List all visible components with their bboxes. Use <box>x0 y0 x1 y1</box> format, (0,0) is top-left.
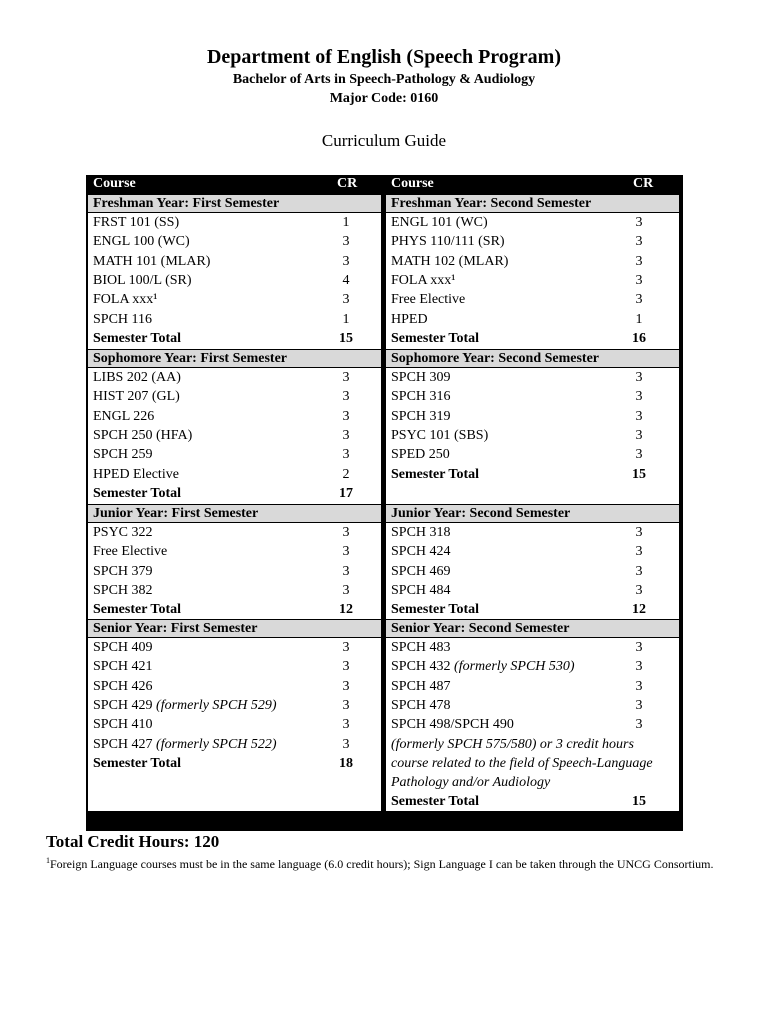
course-note: (formerly SPCH 529) <box>156 697 277 713</box>
semester-total-row <box>88 755 381 774</box>
course-row <box>386 582 679 601</box>
semester-title: Sophomore Year: Second Semester <box>391 351 600 366</box>
course-name <box>93 564 153 580</box>
course-code: SPCH 379 <box>93 563 153 579</box>
course-code: ENGL 226 <box>93 408 155 424</box>
semester-title: Senior Year: Second Semester <box>391 621 570 636</box>
course-credits: 3 <box>342 370 350 385</box>
semester-total-row <box>386 330 679 349</box>
semester-heading <box>88 619 381 638</box>
course-row <box>386 543 679 562</box>
course-row <box>88 639 381 658</box>
course-credits: 3 <box>635 659 643 675</box>
course-name <box>391 679 451 695</box>
course-code: SPCH 426 <box>93 678 153 694</box>
course-code: SPCH 483 <box>391 640 451 655</box>
course-credits: 3 <box>635 544 643 560</box>
course-name <box>391 312 428 328</box>
curriculum-table <box>86 175 683 831</box>
course-credits: 3 <box>635 408 643 424</box>
course-row <box>88 214 381 233</box>
semester-total-value: 18 <box>339 755 353 771</box>
elective-note-line: Pathology and/or Audiology <box>391 775 551 791</box>
semester-total-value: 15 <box>632 466 646 482</box>
course-name <box>391 583 451 599</box>
right-column <box>386 175 679 811</box>
course-name <box>391 409 451 425</box>
course-name <box>391 215 488 231</box>
course-name <box>391 447 450 463</box>
semester-title: Freshman Year: First Semester <box>93 196 280 211</box>
course-name <box>391 525 451 541</box>
course-credits: 4 <box>342 272 350 288</box>
course-name <box>93 698 277 714</box>
course-name <box>391 659 575 675</box>
course-row <box>386 427 679 446</box>
course-credits: 3 <box>342 659 350 675</box>
course-code: FOLA xxx¹ <box>93 292 158 308</box>
course-credits: 3 <box>635 427 643 443</box>
course-row <box>386 678 679 697</box>
course-name <box>391 292 465 308</box>
course-code: SPCH 309 <box>391 370 451 385</box>
course-note: (formerly SPCH 522) <box>156 736 277 752</box>
course-credits: 3 <box>342 389 350 405</box>
course-name <box>93 659 153 675</box>
course-credits: 3 <box>342 234 350 250</box>
table-bottom-bar <box>86 813 683 831</box>
course-row <box>386 658 679 677</box>
course-name <box>391 428 488 444</box>
footnote-text: Foreign Language courses must be in the same language (6.0 credit hours); Sign Language I can be taken through the UNCG Consortium. <box>50 857 714 871</box>
course-credits: 3 <box>342 678 350 694</box>
course-credits: 1 <box>342 215 350 230</box>
course-code: PHYS 110/111 (SR) <box>391 234 505 250</box>
course-row <box>88 697 381 716</box>
course-name <box>93 273 192 289</box>
course-code: BIOL 100/L (SR) <box>93 272 192 288</box>
semester-total-row <box>88 330 381 349</box>
course-row <box>88 311 381 330</box>
page-title: Department of English (Speech Program) <box>206 46 562 68</box>
course-credits: 3 <box>635 563 643 579</box>
course-credits: 1 <box>342 311 350 327</box>
course-name <box>391 698 451 714</box>
course-row <box>88 716 381 735</box>
semester-total-label: Semester Total <box>391 330 480 346</box>
course-code: SPCH 478 <box>391 697 451 713</box>
course-code: SPCH 410 <box>93 717 153 733</box>
col-cr-header: CR <box>337 176 358 191</box>
course-row <box>386 369 679 388</box>
course-credits: 3 <box>342 447 350 463</box>
course-row <box>88 678 381 697</box>
course-credits: 3 <box>342 717 350 733</box>
course-row <box>386 388 679 407</box>
semester-title: Freshman Year: Second Semester <box>391 196 592 211</box>
semester-heading <box>386 349 679 368</box>
course-code: PSYC 101 (SBS) <box>391 427 489 443</box>
semester-total-label: Semester Total <box>93 485 182 501</box>
course-code: SPCH 432 <box>391 659 451 675</box>
course-row <box>386 311 679 330</box>
course-row <box>88 658 381 677</box>
course-credits: 3 <box>342 697 350 713</box>
course-credits: 3 <box>635 389 643 405</box>
course-name <box>391 273 455 289</box>
course-row <box>386 253 679 272</box>
course-credits: 3 <box>635 272 643 288</box>
semester-total-value: 15 <box>632 794 646 810</box>
footnote <box>46 853 736 872</box>
course-name <box>93 234 190 250</box>
semester-total-label: Semester Total <box>93 755 182 771</box>
course-credits: 3 <box>635 370 643 385</box>
semester-total-label: Semester Total <box>93 330 182 346</box>
course-code: SPCH 421 <box>93 659 153 675</box>
course-name <box>93 447 153 463</box>
course-code: HIST 207 (GL) <box>93 389 180 405</box>
column-header <box>88 175 381 194</box>
course-row <box>386 639 679 658</box>
course-row <box>88 427 381 446</box>
course-credits: 3 <box>342 736 350 752</box>
course-row <box>386 446 679 465</box>
course-row <box>88 524 381 543</box>
semester-total-label: Semester Total <box>391 466 480 482</box>
semester-total-row <box>386 793 679 812</box>
course-code: PSYC 322 <box>93 525 153 540</box>
semester-title: Sophomore Year: First Semester <box>93 351 288 366</box>
total-credit-hours: Total Credit Hours: 120 <box>46 832 220 851</box>
course-row <box>386 697 679 716</box>
course-name <box>391 370 451 386</box>
course-code: SPCH 250 (HFA) <box>93 427 193 443</box>
course-code: SPCH 382 <box>93 582 153 598</box>
course-code: Free Elective <box>93 544 168 560</box>
course-name <box>391 544 451 560</box>
course-row <box>386 214 679 233</box>
course-row <box>386 524 679 543</box>
course-credits: 3 <box>342 640 350 655</box>
course-credits: 3 <box>635 292 643 308</box>
course-credits: 3 <box>635 717 643 733</box>
course-code: HPED <box>391 311 428 327</box>
course-code: ENGL 101 (WC) <box>391 215 488 230</box>
course-row <box>88 736 381 755</box>
course-code: SPCH 487 <box>391 678 451 694</box>
course-code: MATH 102 (MLAR) <box>391 253 509 269</box>
semester-total-value: 17 <box>339 485 353 501</box>
course-credits: 3 <box>635 253 643 269</box>
course-code: SPCH 469 <box>391 563 451 579</box>
course-credits: 3 <box>635 234 643 250</box>
course-name <box>93 292 157 308</box>
course-name <box>93 640 153 656</box>
elective-note-line: course related to the field of Speech-Language <box>391 755 653 771</box>
course-row <box>386 563 679 582</box>
course-code: MATH 101 (MLAR) <box>93 253 211 269</box>
course-credits: 3 <box>342 292 350 308</box>
course-name <box>391 234 505 250</box>
course-name <box>93 467 179 483</box>
course-name <box>93 215 179 231</box>
course-row <box>88 543 381 562</box>
course-credits: 3 <box>342 525 350 540</box>
curriculum-guide-title: Curriculum Guide <box>321 131 447 150</box>
course-credits: 3 <box>635 678 643 694</box>
semester-total-label: Semester Total <box>391 602 480 618</box>
course-code: SPCH 316 <box>391 389 451 405</box>
col-course-header: Course <box>93 176 136 191</box>
col-cr-header: CR <box>633 176 654 191</box>
course-name <box>93 370 181 386</box>
semester-heading <box>386 504 679 523</box>
course-name <box>93 312 152 328</box>
course-code: SPCH 429 <box>93 697 153 713</box>
course-name <box>391 640 451 656</box>
course-row <box>88 446 381 465</box>
semester-total-value: 12 <box>339 602 353 618</box>
semester-total-label: Semester Total <box>93 602 182 618</box>
elective-note-line: (formerly SPCH 575/580) or 3 credit hours <box>391 736 634 752</box>
semester-heading <box>88 349 381 368</box>
course-code: SPCH 427 <box>93 736 153 752</box>
major-code: Major Code: 0160 <box>329 91 439 106</box>
semester-title: Junior Year: Second Semester <box>391 506 571 521</box>
course-code: ENGL 100 (WC) <box>93 234 190 250</box>
course-credits: 3 <box>635 582 643 598</box>
course-code: SPCH 318 <box>391 525 451 540</box>
course-credits: 3 <box>635 640 643 655</box>
course-credits: 3 <box>342 427 350 443</box>
course-row <box>88 291 381 310</box>
course-name <box>93 254 210 270</box>
semester-total-value: 15 <box>339 330 353 346</box>
course-row <box>88 388 381 407</box>
course-row <box>88 582 381 601</box>
course-credits: 3 <box>635 525 643 540</box>
course-code: SPCH 319 <box>391 408 451 424</box>
semester-heading <box>88 504 381 523</box>
course-credits: 3 <box>635 215 643 230</box>
course-credits: 3 <box>342 408 350 424</box>
semester-total-value: 16 <box>632 330 646 346</box>
course-code: SPCH 409 <box>93 640 153 655</box>
degree-subtitle: Bachelor of Arts in Speech-Pathology & Audiology <box>232 72 536 87</box>
course-code: HPED Elective <box>93 466 179 482</box>
course-row <box>386 233 679 252</box>
course-code: SPCH 484 <box>391 582 451 598</box>
course-code: LIBS 202 (AA) <box>93 370 181 385</box>
course-code: FOLA xxx¹ <box>391 272 456 288</box>
semester-total-row <box>88 601 381 620</box>
course-credits: 3 <box>635 447 643 463</box>
course-code: FRST 101 (SS) <box>93 215 180 230</box>
course-credits: 3 <box>342 563 350 579</box>
course-name <box>93 389 180 405</box>
semester-title: Senior Year: First Semester <box>93 621 258 636</box>
course-credits: 3 <box>635 697 643 713</box>
course-row <box>88 369 381 388</box>
course-name <box>391 254 508 270</box>
course-code: SPCH 259 <box>93 447 153 463</box>
semester-total-row <box>386 601 679 620</box>
course-row <box>88 272 381 291</box>
course-name <box>93 525 153 541</box>
left-column <box>88 175 381 811</box>
course-name <box>93 583 153 599</box>
course-credits: 3 <box>342 544 350 560</box>
course-row <box>386 408 679 427</box>
semester-heading <box>386 194 679 213</box>
course-row <box>386 291 679 310</box>
course-row <box>88 408 381 427</box>
course-code: SPED 250 <box>391 447 450 463</box>
course-credits: 3 <box>342 582 350 598</box>
course-row <box>88 253 381 272</box>
column-header <box>386 175 679 194</box>
course-row <box>386 716 679 735</box>
course-name <box>93 737 277 753</box>
semester-total-row <box>386 466 679 485</box>
course-name <box>391 389 451 405</box>
semester-heading <box>386 619 679 638</box>
course-credits: 3 <box>342 253 350 269</box>
course-name <box>93 544 167 560</box>
course-note: (formerly SPCH 530) <box>454 659 575 675</box>
course-row <box>88 563 381 582</box>
course-credits: 1 <box>635 311 643 327</box>
course-row <box>88 466 381 485</box>
course-code: Free Elective <box>391 292 466 308</box>
course-name <box>93 679 153 695</box>
semester-title: Junior Year: First Semester <box>93 506 259 521</box>
semester-heading <box>88 194 381 213</box>
footnote-mark: 1 <box>46 856 50 865</box>
course-name <box>391 564 451 580</box>
semester-total-value: 12 <box>632 602 646 618</box>
course-name <box>93 409 154 425</box>
course-credits: 2 <box>342 466 350 482</box>
course-code: SPCH 116 <box>93 311 153 327</box>
semester-total-label: Semester Total <box>391 794 480 810</box>
semester-total-row <box>88 485 381 504</box>
course-row <box>88 233 381 252</box>
course-name <box>93 717 153 733</box>
course-row <box>386 272 679 291</box>
course-code: SPCH 498/SPCH 490 <box>391 717 514 733</box>
col-course-header: Course <box>391 176 434 191</box>
course-code: SPCH 424 <box>391 544 451 560</box>
course-name <box>93 428 192 444</box>
course-name <box>391 717 514 733</box>
